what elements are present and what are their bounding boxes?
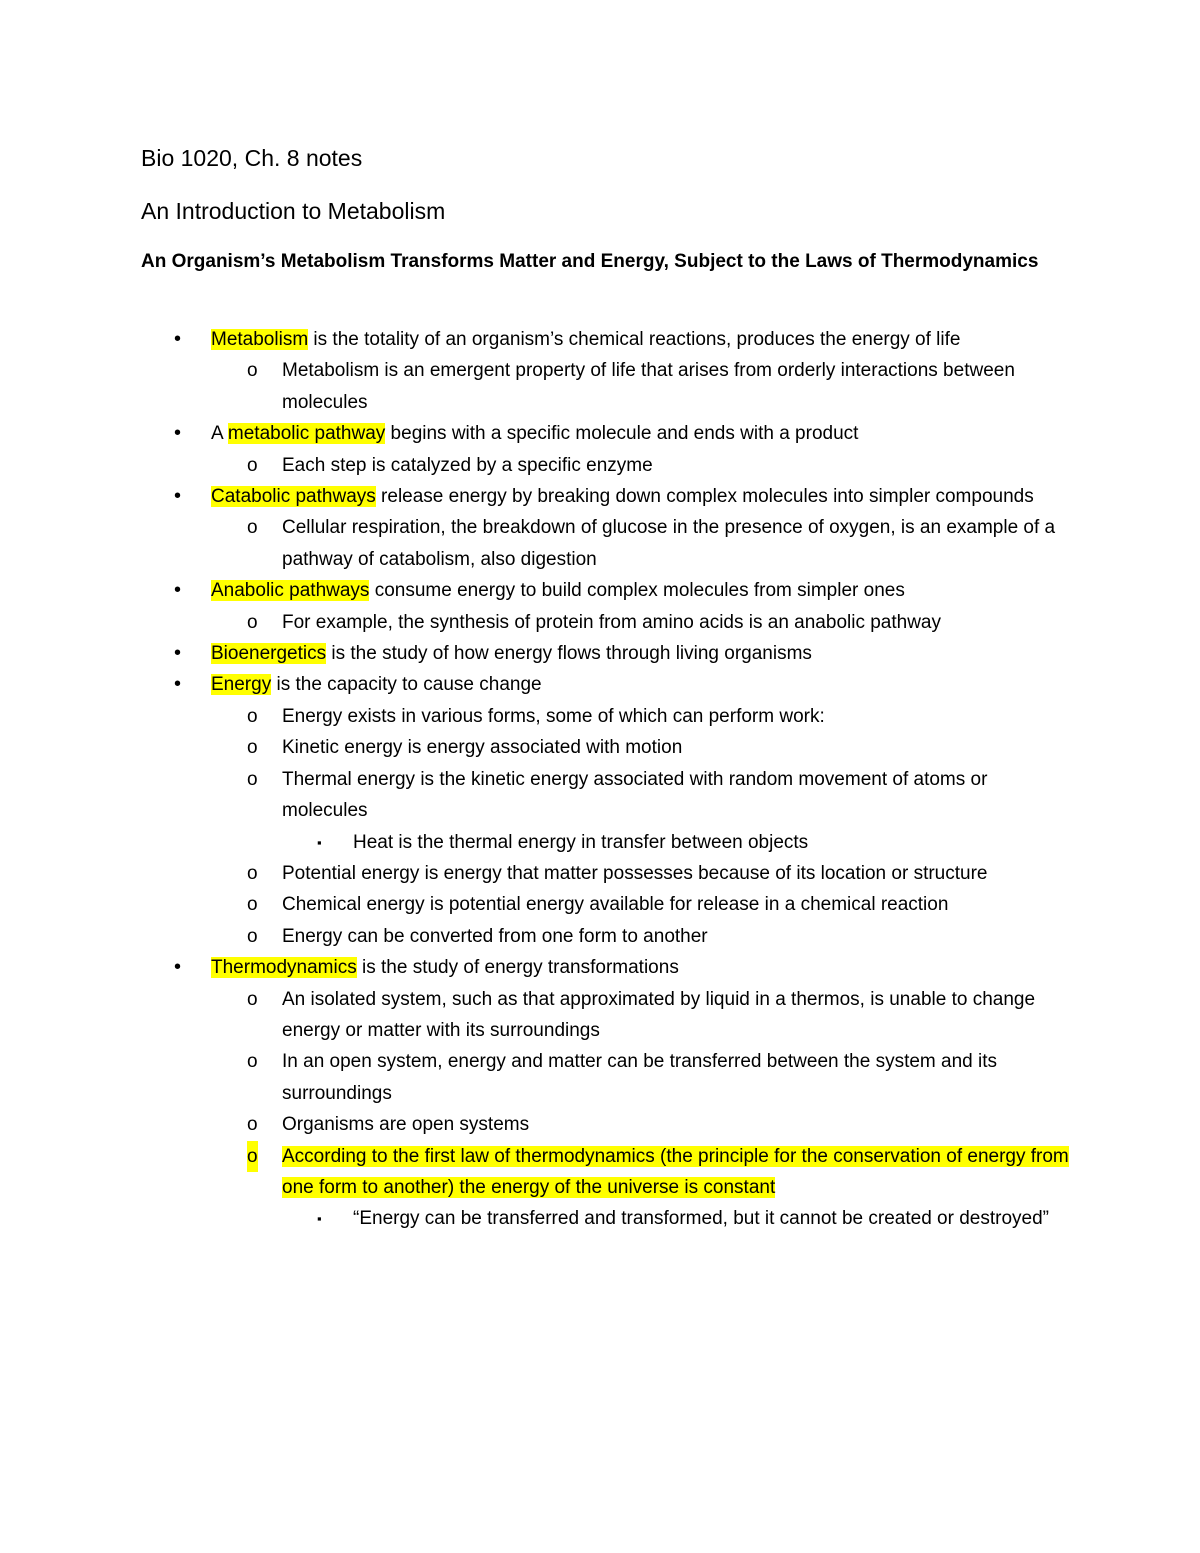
list-item: • A metabolic pathway begins with a specific molecule and ends with a product: [0, 418, 1051, 449]
circle-marker: o: [247, 737, 258, 759]
list-item: o Metabolism is an emergent property of life that arises from orderly interactions between molecules: [0, 355, 1072, 418]
highlighted-term: Energy: [211, 674, 272, 696]
bullet-marker: •: [174, 485, 182, 508]
highlighted-term: Thermodynamics: [211, 957, 357, 979]
bullet-marker: •: [174, 328, 182, 350]
circle-marker: o: [247, 454, 258, 476]
circle-marker: o: [247, 517, 258, 539]
highlighted-term: metabolic pathway: [227, 423, 386, 445]
bullet-marker: •: [174, 642, 182, 665]
list-item-highlighted: [0, 1141, 1072, 1204]
circle-marker: o: [247, 894, 258, 916]
bullet-marker: •: [174, 579, 182, 602]
list-item: ▪ Heat is the thermal energy in transfer between objects: [0, 827, 1073, 858]
list-item: o Thermal energy is the kinetic energy associated with random movement of atoms or molecules: [0, 764, 1072, 827]
square-marker: ▪: [317, 1211, 322, 1227]
list-item: ▪ “Energy can be transferred and transformed, but it cannot be created or destroyed”: [0, 1203, 1073, 1234]
bullet-marker: •: [174, 956, 182, 979]
document-subtitle: An Introduction to Metabolism: [141, 198, 446, 224]
list-item: o Energy can be converted from one form to another: [0, 921, 1072, 952]
document-title: Bio 1020, Ch. 8 notes: [141, 145, 363, 171]
list-item: • Anabolic pathways consume energy to build complex molecules from simpler ones: [0, 575, 1051, 606]
bullet-marker: •: [174, 673, 182, 696]
circle-marker: o: [247, 925, 258, 947]
list-item: • Metabolism is the totality of an organism’s chemical reactions, produces the energy of life: [0, 324, 1051, 355]
highlighted-term: Catabolic pathways: [211, 486, 376, 508]
circle-marker: o: [247, 768, 258, 790]
list-item: o Energy exists in various forms, some of which can perform work:: [0, 701, 1072, 732]
list-item: • Thermodynamics is the study of energy transformations: [0, 952, 1051, 983]
list-item: o Kinetic energy is energy associated with motion: [0, 732, 1072, 763]
highlighted-term: Bioenergetics: [211, 643, 327, 665]
highlighted-text: According to the first law of thermodynamics (the principle for the conservation of energy from one form to another) the energy of the universe is constant: [282, 1145, 1069, 1198]
section-heading: An Organism’s Metabolism Transforms Matter and Energy, Subject to the Laws of Thermodynamics: [141, 251, 1039, 272]
square-marker: ▪: [317, 834, 322, 850]
list-item: o Cellular respiration, the breakdown of glucose in the presence of oxygen, is an example of a pathway of catabolism, also digestion: [0, 512, 1072, 575]
list-item: o An isolated system, such as that approximated by liquid in a thermos, is unable to change energy or matter with its surroundings: [0, 984, 1072, 1047]
list-item: • Bioenergetics is the study of how energy flows through living organisms: [0, 638, 1051, 669]
circle-marker: o: [247, 862, 258, 884]
list-item: o Organisms are open systems: [0, 1109, 1072, 1140]
circle-marker: o: [247, 1114, 258, 1136]
circle-marker: o: [247, 1051, 258, 1073]
circle-marker: o: [247, 611, 258, 633]
circle-marker: o: [247, 705, 258, 727]
highlighted-term: Anabolic pathways: [211, 580, 370, 602]
list-item: • Energy is the capacity to cause change: [0, 669, 1051, 700]
list-item: o Potential energy is energy that matter possesses because of its location or structure: [0, 858, 1072, 889]
circle-marker: o: [247, 360, 258, 382]
list-item: o In an open system, energy and matter can be transferred between the system and its surroundings: [0, 1046, 1072, 1109]
highlighted-term: Metabolism: [211, 329, 309, 350]
list-item: o For example, the synthesis of protein from amino acids is an anabolic pathway: [0, 607, 1072, 638]
bullet-marker: •: [174, 422, 182, 445]
notes-list: [0, 324, 1200, 1235]
list-item: o Chemical energy is potential energy available for release in a chemical reaction: [0, 889, 1072, 920]
circle-marker: o: [247, 1141, 258, 1172]
list-item: • Catabolic pathways release energy by breaking down complex molecules into simpler compounds: [0, 481, 1051, 512]
circle-marker: o: [247, 988, 258, 1010]
list-item: o Each step is catalyzed by a specific enzyme: [0, 450, 1072, 481]
